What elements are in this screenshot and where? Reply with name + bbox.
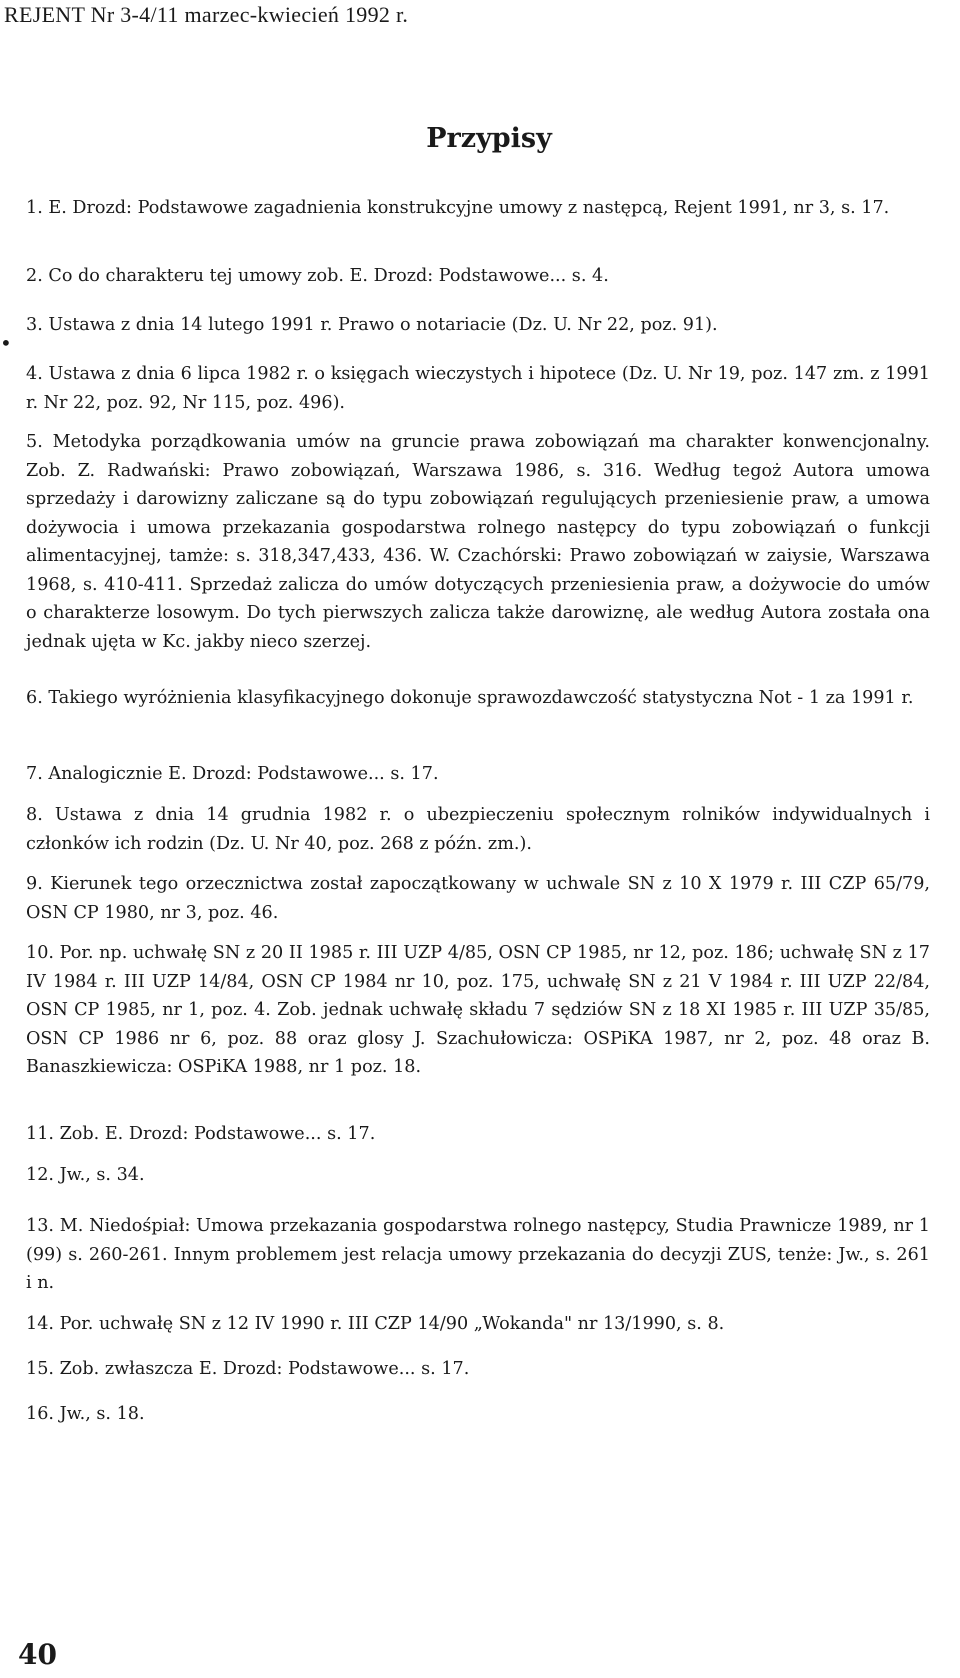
footnote-3: 3. Ustawa z dnia 14 lutego 1991 r. Prawo o notariacie (Dz. U. Nr 22, poz. 91).: [26, 315, 718, 335]
section-title: Przypisy: [426, 123, 552, 154]
running-header: REJENT Nr 3-4/11 marzec-kwiecień 1992 r.: [4, 2, 409, 27]
footnote-5: 5. Metodyka porządkowania umów na gruncie prawa zobowiązań ma charakter konwencjonalny. Zob. Z. Radwański: Prawo zobowiązań, Warszawa 1986, s. 316. Według tegoż Autora umowa sprzedaży i darowizny zaliczane są do typu zobowiązań regulujących przeniesienie praw, a umowa dożywocia i umowa przekazania gospodarstwa rolnego następcy do typu zobowiązań o funkcji alimentacyjnej, tamże: s. 318,347,433, 436. W. Czachórski: Prawo zobowiązań w zaiysie, Warszawa 1968, s. 410-411. Sprzedaż zalicza do umów dotyczących przeniesienia praw, a dożywocie do umów o charakterze losowym. Do tych pierwszych zalicza także darowiznę, ale według Autora została ona jednak ujęta w Kc. jakby nieco szerzej.: [26, 432, 930, 652]
footnote-12: 12. Jw., s. 34.: [26, 1165, 145, 1185]
footnote-8: 8. Ustawa z dnia 14 grudnia 1982 r. o ubezpieczeniu społecznym rolników indywidualnych i członków ich rodzin (Dz. U. Nr 40, poz. 268 z późn. zm.).: [26, 805, 930, 854]
footnote-4: 4. Ustawa z dnia 6 lipca 1982 r. o księgach wieczystych i hipotece (Dz. U. Nr 19, poz. 147 zm. z 1991 r. Nr 22, poz. 92, Nr 115, poz. 496).: [26, 364, 930, 413]
footnote-16: 16. Jw., s. 18.: [26, 1404, 145, 1424]
footnote-6: 6. Takiego wyróżnienia klasyfikacyjnego dokonuje sprawozdawczość statystyczna Not - 1 za 1991 r.: [26, 688, 914, 708]
footnote-9: 9. Kierunek tego orzecznictwa został zapoczątkowany w uchwale SN z 10 X 1979 r. III CZP 65/79, OSN CP 1980, nr 3, poz. 46.: [26, 874, 930, 923]
page-number: 40: [18, 1638, 57, 1671]
footnote-1: 1. E. Drozd: Podstawowe zagadnienia konstrukcyjne umowy z następcą, Rejent 1991, nr 3, s. 17.: [26, 198, 890, 218]
footnote-10: 10. Por. np. uchwałę SN z 20 II 1985 r. III UZP 4/85, OSN CP 1985, nr 12, poz. 186; uchwałę SN z 17 IV 1984 r. III UZP 14/84, OSN CP 1984 nr 10, poz. 175, uchwałę SN z 21 V 1984 r. III UZP 22/84, OSN CP 1985, nr 1, poz. 4. Zob. jednak uchwałę składu 7 sędziów SN z 18 XI 1985 r. III UZP 35/85, OSN CP 1986 nr 6, poz. 88 oraz glosy J. Szachułowicza: OSPiKA 1987, nr 2, poz. 48 oraz B. Banaszkiewicza: OSPiKA 1988, nr 1 poz. 18.: [26, 943, 930, 1077]
footnote-15: 15. Zob. zwłaszcza E. Drozd: Podstawowe... s. 17.: [26, 1359, 470, 1379]
footnote-2: 2. Co do charakteru tej umowy zob. E. Drozd: Podstawowe... s. 4.: [26, 266, 609, 286]
footnote-13: 13. M. Niedośpiał: Umowa przekazania gospodarstwa rolnego następcy, Studia Prawnicze 1989, nr 1 (99) s. 260-261. Innym problemem jest relacja umowy przekazania do decyzji ZUS, tenże: Jw., s. 261 i n.: [26, 1216, 930, 1293]
margin-bullet: •: [0, 331, 12, 355]
footnote-7: 7. Analogicznie E. Drozd: Podstawowe... s. 17.: [26, 764, 439, 784]
footnote-11: 11. Zob. E. Drozd: Podstawowe... s. 17.: [26, 1124, 376, 1144]
footnote-14: 14. Por. uchwałę SN z 12 IV 1990 r. III CZP 14/90 „Wokanda" nr 13/1990, s. 8.: [26, 1314, 725, 1334]
